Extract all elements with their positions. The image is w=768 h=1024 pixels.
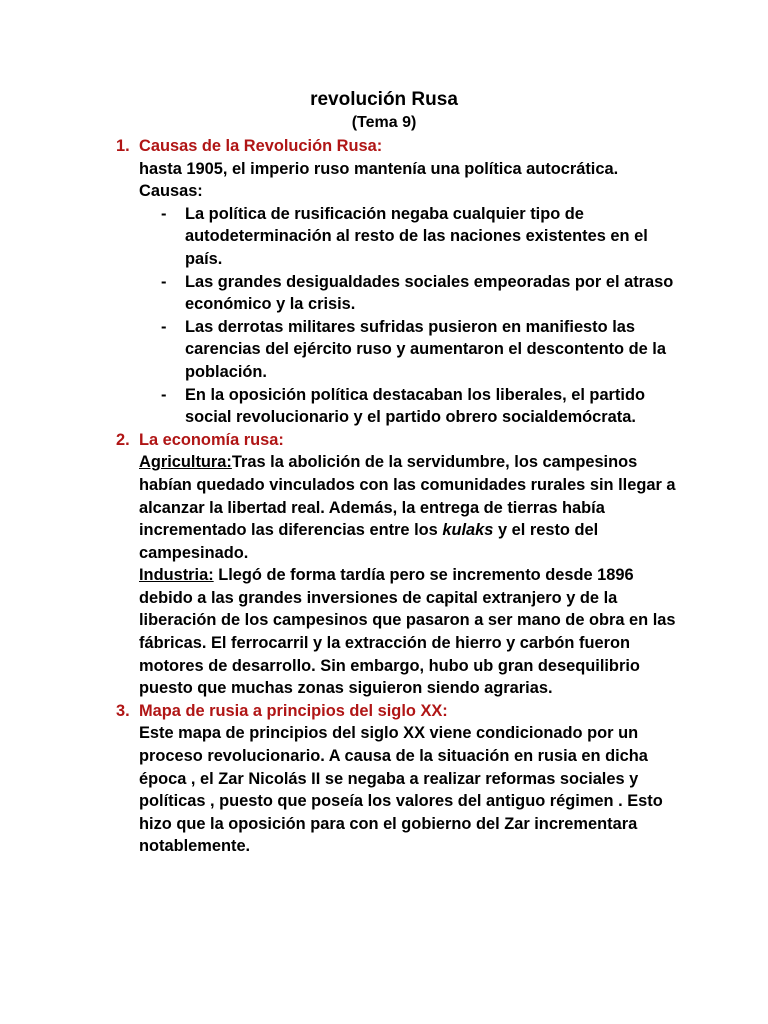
list-item	[0, 384, 675, 429]
kulaks-term: kulaks	[442, 521, 494, 540]
list-item	[0, 203, 675, 271]
section-heading-text: Mapa de rusia a principios del siglo XX:	[139, 701, 448, 720]
list-item-text: La política de rusificación negaba cualquier tipo de autodeterminación al resto de las naciones existentes en el país.	[185, 204, 648, 268]
industry-text: Llegó de forma tardía pero se incremento desde 1896 debido a las grandes inversiones de capital extranjero y de la liberación de los campesinos que pasaron a ser mano de obra en las fábricas. El ferrocarril y la extracción de hierro y carbón fueron motores de desarrollo. Sin embargo, hubo ub gran desequilibrio puesto que muchas zonas siguieron siendo agrarias.	[139, 566, 676, 698]
causes-intro: hasta 1905, el imperio ruso mantenía una política autocrática.	[139, 159, 619, 178]
document-title: revolución Rusa	[310, 89, 458, 110]
list-item	[0, 316, 675, 384]
section-heading	[0, 700, 768, 723]
list-item-text: Las grandes desigualdades sociales empeoradas por el atraso económico y la crisis.	[185, 272, 674, 314]
bullet-dash: -	[161, 385, 167, 404]
industry-label: Industria:	[139, 566, 214, 585]
agriculture-label: Agricultura:	[139, 453, 232, 472]
list-item-text: Las derrotas militares sufridas pusieron en manifiesto las carencias del ejército ruso y aumentaron el descontento de la población.	[185, 317, 666, 381]
section-heading	[0, 429, 768, 452]
list-item-text: En la oposición política destacaban los liberales, el partido social revolucionario y el partido obrero socialdemócrata.	[185, 385, 645, 427]
list-item	[0, 271, 675, 316]
agriculture-paragraph	[0, 451, 679, 564]
agriculture-text: Tras la abolición de la servidumbre, los campesinos habían quedado vinculados con las comunidades rurales sin llegar a alcanzar la libertad real. Además, la entrega de tierras había incrementado las diferencias entre los	[139, 453, 676, 540]
bullet-dash: -	[161, 272, 167, 291]
document-subtitle: (Tema 9)	[351, 114, 417, 131]
map-paragraph: Este mapa de principios del siglo XX viene condicionado por un proceso revolucionario. A causa de la situación en rusia en dicha época , el Zar Nicolás II se negaba a realizar reformas sociales y políticas , puesto que poseía los valores del antiguo régimen . Esto hizo que la oposición para con el gobierno del Zar incrementara notablemente.	[139, 724, 663, 856]
section-map	[0, 700, 768, 858]
section-number: 1.	[116, 137, 130, 155]
section-number: 2.	[116, 430, 130, 449]
section-heading-text: Causas de la Revolución Rusa:	[139, 137, 383, 155]
section-heading	[0, 135, 768, 158]
section-economy	[0, 429, 768, 700]
causes-list	[0, 203, 768, 429]
section-heading-text: La economía rusa:	[139, 430, 284, 449]
bullet-dash: -	[161, 204, 167, 223]
bullet-dash: -	[161, 317, 167, 336]
section-number: 3.	[116, 701, 130, 720]
industry-paragraph	[0, 564, 679, 700]
section-causes	[0, 135, 768, 429]
causes-label: Causas:	[139, 182, 203, 201]
agriculture-text-end: y el resto del campesinado.	[139, 521, 599, 562]
document-body	[0, 135, 768, 858]
